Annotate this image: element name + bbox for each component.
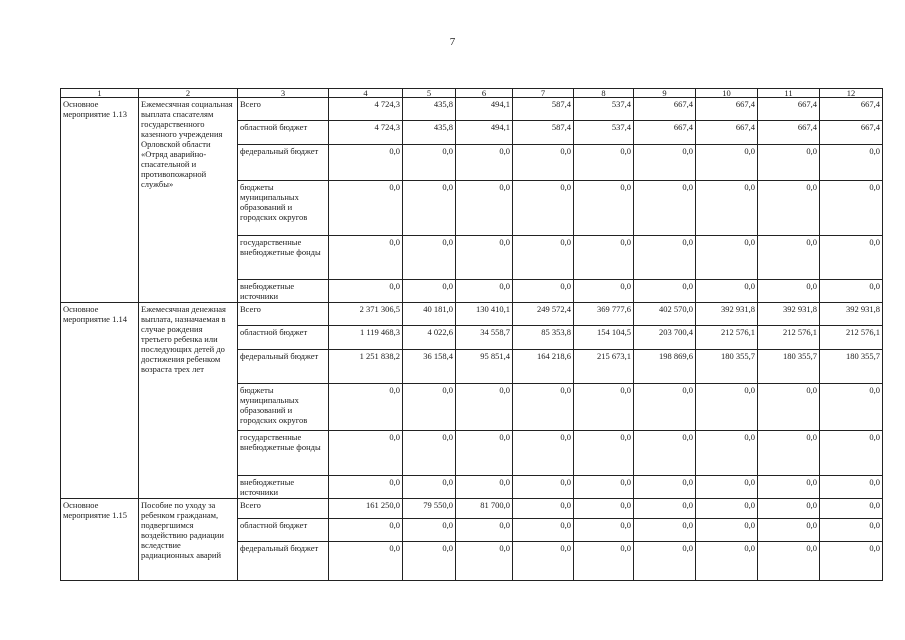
measure-name-cell: Основное мероприятие 1.15 bbox=[61, 499, 139, 581]
amount-cell: 79 550,0 bbox=[403, 499, 456, 519]
amount-cell: 0,0 bbox=[758, 519, 820, 542]
amount-cell: 180 355,7 bbox=[696, 350, 758, 384]
amount-cell: 0,0 bbox=[403, 236, 456, 280]
amount-cell: 0,0 bbox=[634, 280, 696, 303]
table-row bbox=[61, 303, 883, 326]
amount-cell: 0,0 bbox=[696, 236, 758, 280]
amount-cell: 0,0 bbox=[513, 384, 574, 431]
amount-cell: 537,4 bbox=[574, 98, 634, 121]
amount-cell: 198 869,6 bbox=[634, 350, 696, 384]
amount-cell: 667,4 bbox=[820, 121, 883, 145]
amount-cell: 667,4 bbox=[634, 98, 696, 121]
amount-cell: 180 355,7 bbox=[820, 350, 883, 384]
amount-cell: 0,0 bbox=[634, 542, 696, 581]
amount-cell: 212 576,1 bbox=[758, 326, 820, 350]
amount-cell: 0,0 bbox=[696, 280, 758, 303]
funding-source-cell: государственные внебюджетные фонды bbox=[238, 236, 329, 280]
amount-cell: 0,0 bbox=[403, 280, 456, 303]
funding-source-cell: областной бюджет bbox=[238, 121, 329, 145]
amount-cell: 203 700,4 bbox=[634, 326, 696, 350]
amount-cell: 0,0 bbox=[513, 236, 574, 280]
amount-cell: 0,0 bbox=[403, 542, 456, 581]
amount-cell: 0,0 bbox=[329, 384, 403, 431]
amount-cell: 0,0 bbox=[696, 145, 758, 181]
amount-cell: 0,0 bbox=[329, 236, 403, 280]
amount-cell: 0,0 bbox=[403, 476, 456, 499]
amount-cell: 0,0 bbox=[513, 499, 574, 519]
amount-cell: 0,0 bbox=[513, 145, 574, 181]
amount-cell: 435,8 bbox=[403, 98, 456, 121]
amount-cell: 0,0 bbox=[574, 384, 634, 431]
amount-cell: 0,0 bbox=[758, 145, 820, 181]
amount-cell: 85 353,8 bbox=[513, 326, 574, 350]
amount-cell: 0,0 bbox=[696, 519, 758, 542]
amount-cell: 0,0 bbox=[820, 384, 883, 431]
amount-cell: 0,0 bbox=[329, 519, 403, 542]
amount-cell: 130 410,1 bbox=[456, 303, 513, 326]
amount-cell: 212 576,1 bbox=[696, 326, 758, 350]
amount-cell: 0,0 bbox=[696, 499, 758, 519]
funding-source-cell: Всего bbox=[238, 499, 329, 519]
funding-source-cell: внебюджетные источники bbox=[238, 280, 329, 303]
amount-cell: 0,0 bbox=[574, 476, 634, 499]
column-header: 10 bbox=[696, 89, 758, 98]
column-header: 2 bbox=[139, 89, 238, 98]
amount-cell: 0,0 bbox=[758, 499, 820, 519]
amount-cell: 0,0 bbox=[820, 431, 883, 476]
amount-cell: 0,0 bbox=[758, 384, 820, 431]
amount-cell: 0,0 bbox=[456, 384, 513, 431]
amount-cell: 36 158,4 bbox=[403, 350, 456, 384]
measure-name-cell: Основное мероприятие 1.14 bbox=[61, 303, 139, 499]
amount-cell: 161 250,0 bbox=[329, 499, 403, 519]
amount-cell: 164 218,6 bbox=[513, 350, 574, 384]
amount-cell: 0,0 bbox=[820, 542, 883, 581]
amount-cell: 0,0 bbox=[758, 280, 820, 303]
amount-cell: 392 931,8 bbox=[696, 303, 758, 326]
amount-cell: 0,0 bbox=[329, 280, 403, 303]
table-row bbox=[61, 98, 883, 121]
amount-cell: 587,4 bbox=[513, 98, 574, 121]
amount-cell: 0,0 bbox=[403, 384, 456, 431]
amount-cell: 0,0 bbox=[456, 542, 513, 581]
amount-cell: 0,0 bbox=[634, 519, 696, 542]
amount-cell: 95 851,4 bbox=[456, 350, 513, 384]
budget-table bbox=[60, 88, 883, 581]
table-row bbox=[61, 499, 883, 519]
amount-cell: 0,0 bbox=[574, 499, 634, 519]
amount-cell: 0,0 bbox=[403, 181, 456, 236]
funding-source-cell: областной бюджет bbox=[238, 326, 329, 350]
page-number: 7 bbox=[449, 36, 456, 48]
column-header: 4 bbox=[329, 89, 403, 98]
amount-cell: 0,0 bbox=[696, 476, 758, 499]
amount-cell: 667,4 bbox=[820, 98, 883, 121]
column-header: 5 bbox=[403, 89, 456, 98]
amount-cell: 0,0 bbox=[456, 476, 513, 499]
amount-cell: 0,0 bbox=[820, 236, 883, 280]
amount-cell: 0,0 bbox=[513, 519, 574, 542]
amount-cell: 587,4 bbox=[513, 121, 574, 145]
column-header: 11 bbox=[758, 89, 820, 98]
amount-cell: 0,0 bbox=[329, 542, 403, 581]
amount-cell: 494,1 bbox=[456, 98, 513, 121]
funding-source-cell: внебюджетные источники bbox=[238, 476, 329, 499]
amount-cell: 537,4 bbox=[574, 121, 634, 145]
amount-cell: 0,0 bbox=[513, 476, 574, 499]
amount-cell: 0,0 bbox=[456, 431, 513, 476]
amount-cell: 0,0 bbox=[403, 145, 456, 181]
amount-cell: 215 673,1 bbox=[574, 350, 634, 384]
amount-cell: 392 931,8 bbox=[758, 303, 820, 326]
column-header: 1 bbox=[61, 89, 139, 98]
amount-cell: 0,0 bbox=[696, 542, 758, 581]
measure-name-cell: Основное мероприятие 1.13 bbox=[61, 98, 139, 303]
amount-cell: 0,0 bbox=[820, 145, 883, 181]
amount-cell: 0,0 bbox=[403, 519, 456, 542]
amount-cell: 0,0 bbox=[456, 181, 513, 236]
column-header: 6 bbox=[456, 89, 513, 98]
column-header: 9 bbox=[634, 89, 696, 98]
amount-cell: 40 181,0 bbox=[403, 303, 456, 326]
amount-cell: 0,0 bbox=[329, 145, 403, 181]
amount-cell: 0,0 bbox=[634, 236, 696, 280]
amount-cell: 0,0 bbox=[634, 181, 696, 236]
amount-cell: 435,8 bbox=[403, 121, 456, 145]
funding-source-cell: федеральный бюджет bbox=[238, 542, 329, 581]
amount-cell: 0,0 bbox=[758, 542, 820, 581]
funding-source-cell: бюджеты муниципальных образований и городских округов bbox=[238, 384, 329, 431]
amount-cell: 0,0 bbox=[758, 431, 820, 476]
funding-source-cell: Всего bbox=[238, 98, 329, 121]
amount-cell: 0,0 bbox=[634, 431, 696, 476]
funding-source-cell: федеральный бюджет bbox=[238, 145, 329, 181]
amount-cell: 180 355,7 bbox=[758, 350, 820, 384]
amount-cell: 4 724,3 bbox=[329, 121, 403, 145]
amount-cell: 667,4 bbox=[634, 121, 696, 145]
column-header: 7 bbox=[513, 89, 574, 98]
amount-cell: 249 572,4 bbox=[513, 303, 574, 326]
amount-cell: 1 119 468,3 bbox=[329, 326, 403, 350]
amount-cell: 392 931,8 bbox=[820, 303, 883, 326]
amount-cell: 0,0 bbox=[820, 476, 883, 499]
amount-cell: 4 724,3 bbox=[329, 98, 403, 121]
amount-cell: 0,0 bbox=[456, 236, 513, 280]
amount-cell: 402 570,0 bbox=[634, 303, 696, 326]
column-header: 3 bbox=[238, 89, 329, 98]
amount-cell: 0,0 bbox=[329, 476, 403, 499]
amount-cell: 0,0 bbox=[820, 519, 883, 542]
amount-cell: 1 251 838,2 bbox=[329, 350, 403, 384]
amount-cell: 0,0 bbox=[634, 499, 696, 519]
amount-cell: 0,0 bbox=[758, 236, 820, 280]
amount-cell: 0,0 bbox=[456, 145, 513, 181]
amount-cell: 0,0 bbox=[758, 181, 820, 236]
amount-cell: 0,0 bbox=[820, 181, 883, 236]
amount-cell: 0,0 bbox=[403, 431, 456, 476]
funding-source-cell: государственные внебюджетные фонды bbox=[238, 431, 329, 476]
amount-cell: 0,0 bbox=[820, 280, 883, 303]
header-row bbox=[61, 89, 883, 98]
amount-cell: 0,0 bbox=[574, 236, 634, 280]
amount-cell: 0,0 bbox=[513, 280, 574, 303]
funding-source-cell: федеральный бюджет bbox=[238, 350, 329, 384]
column-header: 8 bbox=[574, 89, 634, 98]
measure-description-cell: Пособие по уходу за ребенком гражданам, подвергшимся воздействию радиации вследствие радиационных аварий bbox=[139, 499, 238, 581]
amount-cell: 34 558,7 bbox=[456, 326, 513, 350]
amount-cell: 667,4 bbox=[696, 98, 758, 121]
amount-cell: 667,4 bbox=[758, 121, 820, 145]
amount-cell: 0,0 bbox=[696, 431, 758, 476]
amount-cell: 667,4 bbox=[696, 121, 758, 145]
amount-cell: 154 104,5 bbox=[574, 326, 634, 350]
amount-cell: 0,0 bbox=[329, 431, 403, 476]
amount-cell: 0,0 bbox=[634, 145, 696, 181]
amount-cell: 0,0 bbox=[574, 431, 634, 476]
column-header: 12 bbox=[820, 89, 883, 98]
amount-cell: 494,1 bbox=[456, 121, 513, 145]
amount-cell: 0,0 bbox=[574, 145, 634, 181]
amount-cell: 0,0 bbox=[634, 384, 696, 431]
measure-description-cell: Ежемесячная денежная выплата, назначаемая в случае рождения третьего ребенка или последующих детей до достижения ребенком возраста трех лет bbox=[139, 303, 238, 499]
amount-cell: 0,0 bbox=[456, 280, 513, 303]
amount-cell: 0,0 bbox=[329, 181, 403, 236]
amount-cell: 2 371 306,5 bbox=[329, 303, 403, 326]
amount-cell: 0,0 bbox=[820, 499, 883, 519]
amount-cell: 369 777,6 bbox=[574, 303, 634, 326]
amount-cell: 0,0 bbox=[758, 476, 820, 499]
amount-cell: 0,0 bbox=[456, 519, 513, 542]
funding-source-cell: Всего bbox=[238, 303, 329, 326]
amount-cell: 0,0 bbox=[696, 181, 758, 236]
amount-cell: 0,0 bbox=[696, 384, 758, 431]
funding-source-cell: областной бюджет bbox=[238, 519, 329, 542]
amount-cell: 0,0 bbox=[574, 542, 634, 581]
amount-cell: 667,4 bbox=[758, 98, 820, 121]
amount-cell: 0,0 bbox=[574, 519, 634, 542]
funding-source-cell: бюджеты муниципальных образований и городских округов bbox=[238, 181, 329, 236]
amount-cell: 0,0 bbox=[574, 280, 634, 303]
amount-cell: 0,0 bbox=[513, 542, 574, 581]
amount-cell: 0,0 bbox=[513, 181, 574, 236]
measure-description-cell: Ежемесячная социальная выплата спасателям государственного казенного учреждения Орловской области «Отряд аварийно-спасательной и противопожарной службы» bbox=[139, 98, 238, 303]
amount-cell: 0,0 bbox=[574, 181, 634, 236]
amount-cell: 4 022,6 bbox=[403, 326, 456, 350]
amount-cell: 212 576,1 bbox=[820, 326, 883, 350]
amount-cell: 0,0 bbox=[513, 431, 574, 476]
amount-cell: 81 700,0 bbox=[456, 499, 513, 519]
amount-cell: 0,0 bbox=[634, 476, 696, 499]
